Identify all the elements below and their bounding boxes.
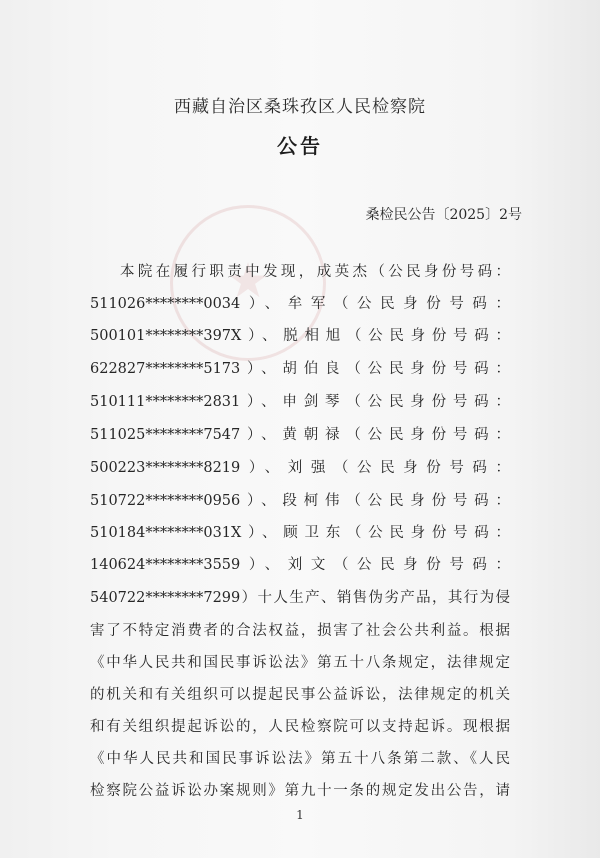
body-line: 540722********7299）十人生产、销售伪劣产品，其行为侵 xyxy=(90,590,510,606)
body-line: 140624********3559）、刘文（公民身份号码： xyxy=(90,557,510,573)
body-line: 《中华人民共和国民事诉讼法》第五十八条规定，法律规定 xyxy=(90,655,510,671)
body-line: 511025********7547）、黄朝禄（公民身份号码： xyxy=(90,427,510,443)
body-line: 511026********0034）、牟军（公民身份号码： xyxy=(90,296,510,312)
body-line: 500101********397X）、脱相旭（公民身份号码： xyxy=(90,328,510,344)
document-title: 公告 xyxy=(277,134,323,158)
body-line: 害了不特定消费者的合法权益，损害了社会公共利益。根据 xyxy=(90,623,510,639)
issuing-organization: 西藏自治区桑珠孜区人民检察院 xyxy=(174,97,426,117)
body-line: 510722********0956）、段柯伟（公民身份号码： xyxy=(90,493,510,509)
body-line: 本院在履行职责中发现，成英杰（公民身份号码： xyxy=(120,264,510,280)
body-line: 的机关和有关组织可以提起民事公益诉讼，法律规定的机关 xyxy=(90,687,510,703)
body-line: 检察院公益诉讼办案规则》第九十一条的规定发出公告，请 xyxy=(90,783,510,799)
page-number: 1 xyxy=(296,808,304,822)
body-line: 510184********031X）、顾卫东（公民身份号码： xyxy=(90,525,510,541)
seal-star-icon: ★ xyxy=(226,253,270,309)
document-number: 桑检民公告〔2025〕2号 xyxy=(365,207,522,223)
body-line: 500223********8219）、刘强（公民身份号码： xyxy=(90,460,510,476)
body-line: 《中华人民共和国民事诉讼法》第五十八条第二款、《人民 xyxy=(90,751,510,767)
body-line: 和有关组织提起诉讼的，人民检察院可以支持起诉。现根据 xyxy=(90,719,510,735)
body-line: 622827********5173）、胡伯良（公民身份号码： xyxy=(90,361,510,377)
body-line: 510111********2831）、申剑琴（公民身份号码： xyxy=(90,394,510,410)
